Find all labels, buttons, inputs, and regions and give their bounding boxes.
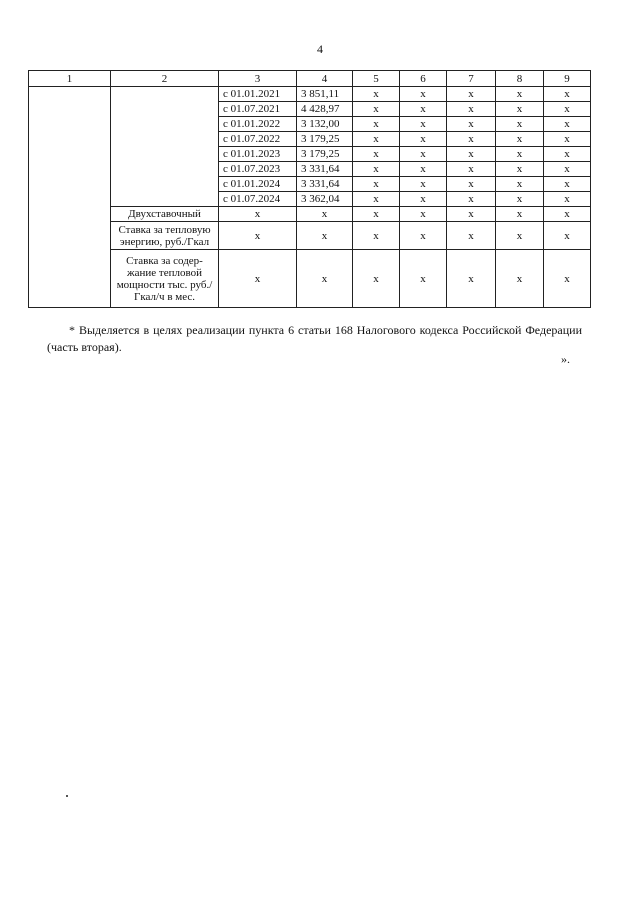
mark-cell: x [447,132,496,147]
energy-rate-label: Ставка за тепловую энергию, руб./Гкал [111,222,219,250]
table-row [29,87,591,102]
mark-cell: x [219,207,297,222]
mark-cell: x [447,222,496,250]
scan-speck [66,795,68,797]
date-cell: с 01.07.2022 [219,132,297,147]
table-row-energy-rate [29,222,591,250]
mark-cell: x [544,117,591,132]
mark-cell: x [400,162,447,177]
mark-cell: x [297,207,353,222]
mark-cell: x [400,147,447,162]
mark-cell: x [353,162,400,177]
tariff-table [28,70,591,308]
value-cell: 3 179,25 [297,132,353,147]
mark-cell: x [544,207,591,222]
mark-cell: x [496,117,544,132]
mark-cell: x [447,192,496,207]
mark-cell: x [400,87,447,102]
mark-cell: x [496,222,544,250]
value-cell: 3 132,00 [297,117,353,132]
mark-cell: x [447,207,496,222]
table-header-cell: 2 [111,71,219,87]
mark-cell: x [544,177,591,192]
date-cell: с 01.01.2023 [219,147,297,162]
mark-cell: x [447,102,496,117]
mark-cell: x [353,222,400,250]
table-row-two-part [29,207,591,222]
mark-cell: x [219,250,297,308]
mark-cell: x [447,147,496,162]
date-cell: с 01.07.2021 [219,102,297,117]
mark-cell: x [353,147,400,162]
mark-cell: x [544,162,591,177]
closing-quote-mark: ». [561,352,570,366]
mark-cell: x [353,250,400,308]
mark-cell: x [496,87,544,102]
mark-cell: x [353,102,400,117]
mark-cell: x [219,222,297,250]
date-cell: с 01.01.2021 [219,87,297,102]
table-header-cell: 8 [496,71,544,87]
mark-cell: x [544,147,591,162]
mark-cell: x [496,162,544,177]
mark-cell: x [496,192,544,207]
mark-cell: x [353,87,400,102]
mark-cell: x [400,207,447,222]
mark-cell: x [400,177,447,192]
mark-cell: x [400,132,447,147]
table-row-capacity-rate [29,250,591,308]
mark-cell: x [353,177,400,192]
mark-cell: x [297,222,353,250]
mark-cell: x [447,87,496,102]
two-part-label: Двухставочный [111,207,219,222]
page-number: 4 [317,42,323,56]
mark-cell: x [353,117,400,132]
mark-cell: x [447,117,496,132]
mark-cell: x [544,222,591,250]
mark-cell: x [496,177,544,192]
mark-cell: x [353,192,400,207]
mark-cell: x [400,222,447,250]
mark-cell: x [447,177,496,192]
value-cell: 3 331,64 [297,162,353,177]
value-cell: 3 331,64 [297,177,353,192]
mark-cell: x [400,250,447,308]
table-cell-col2-empty [111,87,219,207]
mark-cell: x [496,102,544,117]
table-header-cell: 6 [400,71,447,87]
date-cell: с 01.01.2024 [219,177,297,192]
table-header-cell: 9 [544,71,591,87]
table-header-cell: 7 [447,71,496,87]
mark-cell: x [447,162,496,177]
mark-cell: x [496,207,544,222]
table-cell-col1-empty [29,87,111,308]
mark-cell: x [496,132,544,147]
mark-cell: x [544,102,591,117]
footnote [47,322,582,356]
date-cell: с 01.07.2024 [219,192,297,207]
value-cell: 4 428,97 [297,102,353,117]
mark-cell: x [353,207,400,222]
value-cell: 3 179,25 [297,147,353,162]
table-header-cell: 3 [219,71,297,87]
value-cell: 3 851,11 [297,87,353,102]
date-cell: с 01.07.2023 [219,162,297,177]
mark-cell: x [544,132,591,147]
mark-cell: x [544,250,591,308]
date-cell: с 01.01.2022 [219,117,297,132]
capacity-rate-label: Ставка за содер-жание тепловой мощности тыс. руб./Гкал/ч в мес. [111,250,219,308]
table-header-cell: 1 [29,71,111,87]
mark-cell: x [544,87,591,102]
footnote-text: * Выделяется в целях реализации пункта 6 статьи 168 Налогового кодекса Российской Федерации (часть вторая). [47,323,582,354]
table-header-row [29,71,591,87]
mark-cell: x [400,102,447,117]
table-header-cell: 4 [297,71,353,87]
table-header-cell: 5 [353,71,400,87]
mark-cell: x [400,192,447,207]
mark-cell: x [544,192,591,207]
mark-cell: x [447,250,496,308]
mark-cell: x [496,147,544,162]
mark-cell: x [297,250,353,308]
mark-cell: x [496,250,544,308]
value-cell: 3 362,04 [297,192,353,207]
mark-cell: x [353,132,400,147]
mark-cell: x [400,117,447,132]
